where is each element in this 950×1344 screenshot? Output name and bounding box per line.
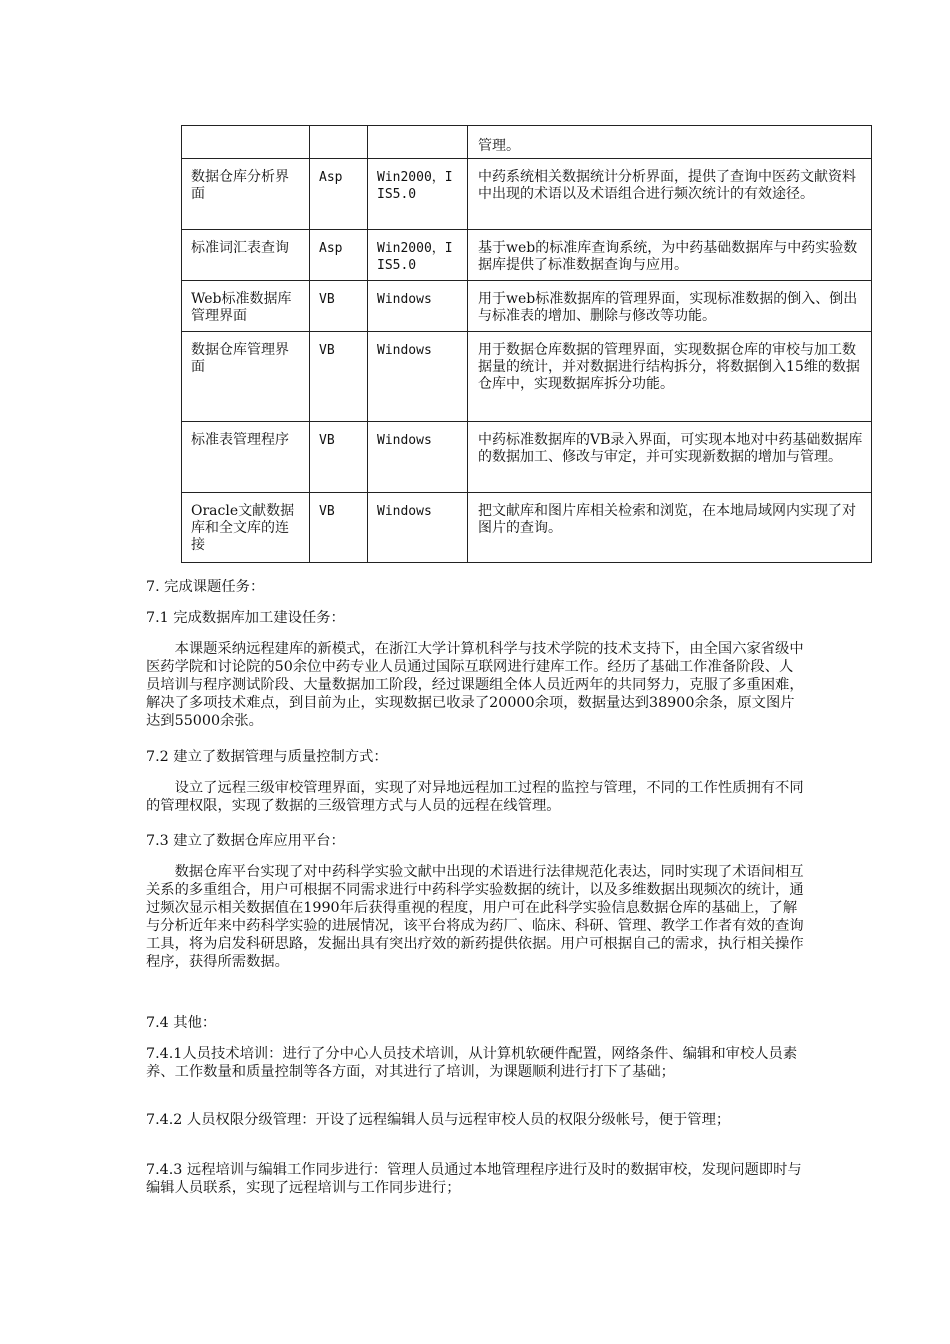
section-heading-7: 7. 完成课题任务： xyxy=(146,579,265,595)
table-row xyxy=(182,281,872,332)
table-cell-name: 标准词汇表查询 xyxy=(182,230,310,281)
section-heading-7-2: 7.2 建立了数据管理与质量控制方式： xyxy=(146,749,388,765)
table-cell-language: Asp xyxy=(310,230,368,281)
section-heading-7-3: 7.3 建立了数据仓库应用平台： xyxy=(146,833,345,849)
table-cell-platform: Windows xyxy=(368,493,468,563)
section-7-4-3: 7.4.3 远程培训与编辑工作同步进行：管理人员通过本地管理程序进行及时的数据审校，发现问题即时与编辑人员联系，实现了远程培训与工作同步进行； xyxy=(146,1162,802,1196)
table-cell-name xyxy=(182,126,310,159)
table-cell-language: VB xyxy=(310,281,368,332)
table-cell-description: 把文献库和图片库相关检索和浏览，在本地局域网内实现了对图片的查询。 xyxy=(468,493,872,563)
table-cell-platform: Windows xyxy=(368,332,468,422)
section-7-1-body: 本课题采纳远程建库的新模式，在浙江大学计算机科学与技术学院的技术支持下，由全国六家省级中医药学院和讨论院的50余位中药专业人员通过国际互联网进行建库工作。经历了基础工作准备阶段、人员培训与程序测试阶段、大量数据加工阶段，经过课题组全体人员近两年的共同努力，克服了多重困难，解决了多项技术难点，到目前为止，实现数据已收录了20000余项，数据量达到38900余条，原文图片达到55000余张。 xyxy=(146,641,804,729)
section-7-4-2: 7.4.2 人员权限分级管理：开设了远程编辑人员与远程审校人员的权限分级帐号，便于管理； xyxy=(146,1112,731,1128)
table-cell-platform: Windows xyxy=(368,281,468,332)
table-row xyxy=(182,230,872,281)
systems-table xyxy=(181,125,872,563)
table-cell-description: 中药标准数据库的VB录入界面，可实现本地对中药基础数据库的数据加工、修改与审定，并可实现新数据的增加与管理。 xyxy=(468,422,872,493)
section-7-2-body: 设立了远程三级审校管理界面，实现了对异地远程加工过程的监控与管理，不同的工作性质拥有不同的管理权限，实现了数据的三级管理方式与人员的远程在线管理。 xyxy=(146,780,804,814)
table-cell-platform: Win2000，IIS5.0 xyxy=(368,159,468,230)
section-7-4-1: 7.4.1人员技术培训：进行了分中心人员技术培训，从计算机软硬件配置，网络条件、编辑和审校人员素养、工作数量和质量控制等各方面，对其进行了培训，为课题顺利进行打下了基础； xyxy=(146,1046,798,1080)
table-cell-description: 管理。 xyxy=(468,126,872,159)
table-row xyxy=(182,493,872,563)
table-cell-description: 用于web标准数据库的管理界面，实现标准数据的倒入、倒出与标准表的增加、删除与修改等功能。 xyxy=(468,281,872,332)
table-cell-name: 数据仓库分析界面 xyxy=(182,159,310,230)
table-cell-description: 中药系统相关数据统计分析界面，提供了查询中医药文献资料中出现的术语以及术语组合进行频次统计的有效途径。 xyxy=(468,159,872,230)
table-cell-language: VB xyxy=(310,422,368,493)
section-heading-7-4: 7.4 其他： xyxy=(146,1015,217,1031)
table-cell-name: 数据仓库管理界面 xyxy=(182,332,310,422)
table-cell-language xyxy=(310,126,368,159)
table-cell-platform xyxy=(368,126,468,159)
table-cell-platform: Windows xyxy=(368,422,468,493)
table-cell-language: Asp xyxy=(310,159,368,230)
table-row xyxy=(182,332,872,422)
section-7-3-body: 数据仓库平台实现了对中药科学实验文献中出现的术语进行法律规范化表达，同时实现了术语间相互关系的多重组合，用户可根据不同需求进行中药科学实验数据的统计，以及多维数据出现频次的统计，通过频次显示相关数据值在1990年后获得重视的程度，用户可在此科学实验信息数据仓库的基础上，了解与分析近年来中药科学实验的进展情况，该平台将成为药厂、临床、科研、管理、教学工作者有效的查询工具，将为启发科研思路，发掘出具有突出疗效的新药提供依据。用户可根据自己的需求，执行相关操作程序，获得所需数据。 xyxy=(146,864,804,970)
section-heading-7-1: 7.1 完成数据库加工建设任务： xyxy=(146,610,345,626)
table-cell-platform: Win2000，IIS5.0 xyxy=(368,230,468,281)
table-row xyxy=(182,159,872,230)
table-cell-name: 标准表管理程序 xyxy=(182,422,310,493)
table-cell-language: VB xyxy=(310,493,368,563)
table-cell-description: 基于web的标准库查询系统，为中药基础数据库与中药实验数据库提供了标准数据查询与应用。 xyxy=(468,230,872,281)
table-row xyxy=(182,126,872,159)
table-row xyxy=(182,422,872,493)
table-cell-name: Web标准数据库管理界面 xyxy=(182,281,310,332)
table-cell-name: Oracle文献数据库和全文库的连接 xyxy=(182,493,310,563)
table-cell-description: 用于数据仓库数据的管理界面，实现数据仓库的审校与加工数据量的统计，并对数据进行结构拆分，将数据倒入15维的数据仓库中，实现数据库拆分功能。 xyxy=(468,332,872,422)
table-cell-language: VB xyxy=(310,332,368,422)
